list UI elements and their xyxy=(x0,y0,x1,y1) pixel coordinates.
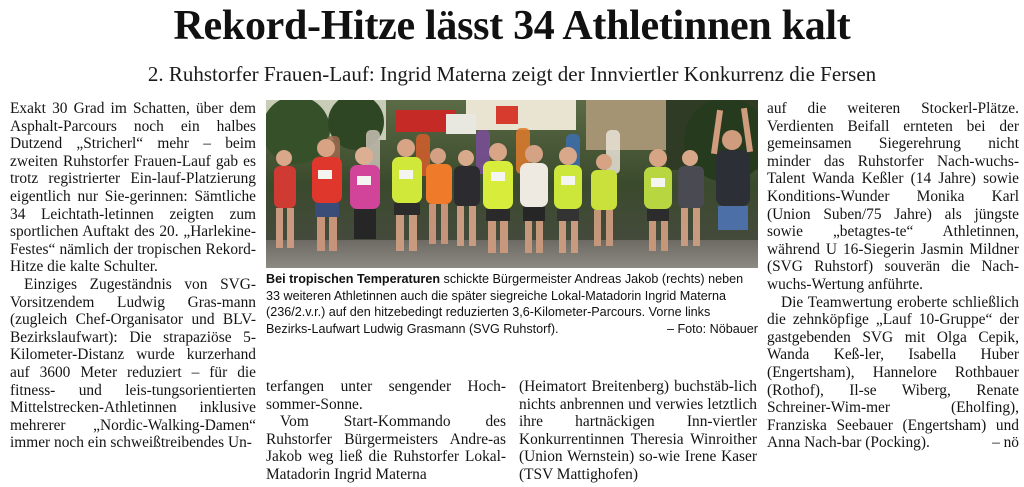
headline: Rekord-Hitze lässt 34 Athletinnen kalt xyxy=(173,3,851,49)
paragraph: auf die weiteren Stockerl-Plätze. Verdienten Beifall ernteten bei der gemeinsamen Siegerehrung nicht minder das Ruhstorfer Nach-wuchs-Talent Wanda Keßler (14 Jahre) sowie Konditions-Wunder Monika Karl (Union Suben/75 Jahre) als jüngste sowie „betagtes-te“ Athletinnen, während U 16-Siegerin Jasmin Mildner (SVG Ruhstorf) souverän die Nach-wuchs-Wertung anführte. xyxy=(767,100,1019,293)
paragraph xyxy=(767,294,1019,452)
paragraph: Einziges Zugeständnis von SVG-Vorsitzendem Ludwig Gras-mann (zugleich Chef-Organisator und BLV-Bezirkslaufwart): Die strapaziöse 5-Kilometer-Distanz wurde kurzerhand auf 3600 Meter reduziert – für die fitness- und leis-tungsorientierten Mittelstrecken-Athletinnen inklusive mehrerer „Nordic-Walking-Damen“ immer noch ein schweißtreibendes Un- xyxy=(10,275,256,452)
caption-text: schickte Bürgermeister Andreas Jakob (rechts) neben 33 weiteren Athletinnen auch die später siegreiche Lokal-Matadorin Ingrid Materna (236/2.v.r.) auf den hitzebedingt reduzierten 3,6-Kilometer-Parcours. Vorne links Bezirks-Laufwart Ludwig Grasmann (SVG Ruhstorf). xyxy=(266,272,744,336)
paragraph-text: Die Teamwertung eroberte schließlich die zehnköpfige „Lauf 10-Gruppe“ der gastgebenden SVG mit Olga Cepik, Wanda Keß-ler, Isabella Huber (Engertsham), Hannelore Rothbauer (Rothof), Il-se Wiberg, Renate Schreiner-Wim-mer (Eholfing), Franziska Seebauer (Engertsham) und Anna Nach-bar (Pocking). xyxy=(767,293,1019,452)
paragraph: Exakt 30 Grad im Schatten, über dem Asphalt-Parcours noch ein halbes Dutzend „Stricherl“ mehr – beim zweiten Ruhstorfer Frauen-Lauf gab es trotz registrierter Ein-lauf-Platzierung eigentlich nur Sie-gerinnen: Sämtliche 34 Leichtath-letinnen zeigten zum sportlichen Auftakt des 20. „Harlekine-Festes“ nämlich der tropischen Rekord-Hitze die kalte Schulter. xyxy=(10,100,256,276)
photo-credit: – Foto: Nöbauer xyxy=(666,321,758,336)
caption-lead: Bei tropischen Temperaturen xyxy=(266,272,441,286)
article-column-1 xyxy=(10,100,256,452)
paragraph: Vom Start-Kommando des Ruhstorfer Bürgermeisters Andre-as Jakob weg ließ die Ruhstorfer Lokal-Matadorin Ingrid Materna xyxy=(266,413,506,483)
race-start-photo xyxy=(266,100,758,268)
author-signature: – nö xyxy=(992,434,1019,452)
article-column-4 xyxy=(767,100,1019,452)
article-column-2 xyxy=(266,378,506,484)
paragraph: (Heimatort Breitenberg) buchstäb-lich nichts anbrennen und verwies letztlich ihre hartnäckigen Inn-viertler Konkurrentinnen Theresia Winroither (Union Wernstein) so-wie Irene Kaser (TSV Mattighofen) xyxy=(519,378,757,483)
photo-caption xyxy=(266,271,758,337)
article-column-3 xyxy=(519,378,757,484)
photo-graphic xyxy=(266,100,758,268)
paragraph: terfangen unter sengender Hoch-sommer-Sonne. xyxy=(266,378,506,413)
subheadline: 2. Ruhstorfer Frauen-Lauf: Ingrid Materna zeigt der Innviertler Konkurrenz die Fersen xyxy=(147,62,877,86)
